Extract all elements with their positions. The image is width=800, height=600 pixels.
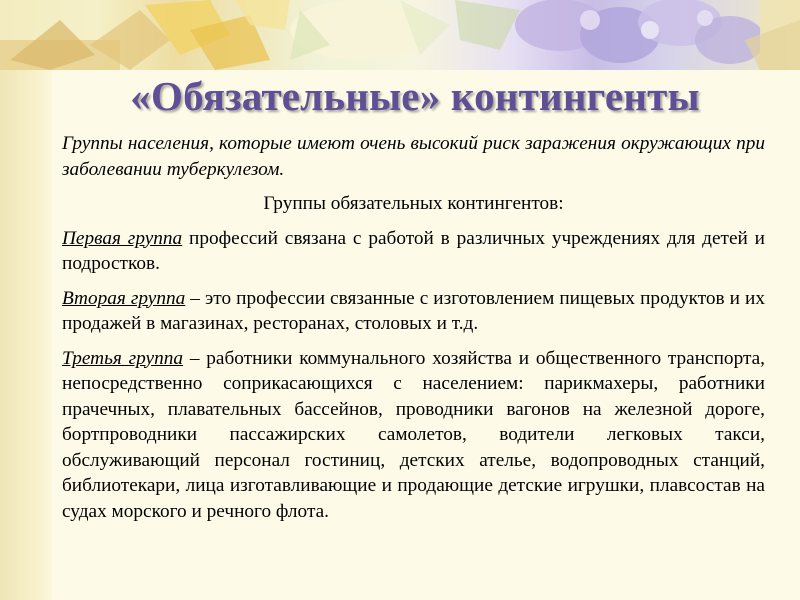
group-3-paragraph <box>62 346 765 525</box>
group-1-paragraph <box>62 226 765 277</box>
group-2-text: – это профессии связанные с изготовлением пищевых продуктов и их продажей в магазинах, ресторанах, столовых и т.д. <box>62 287 766 334</box>
group-2-lead: Вторая группа <box>62 287 186 309</box>
group-3-text: – работники коммунального хозяйства и общественного транспорта, непосредственно соприкасающихся с населением: парикмахеры, работники прачечных, плавательных бассейнов, проводники вагонов на железной дороге, бортпроводники пассажирских самолетов, водители легковых такси, обслуживающий персонал гостиниц, детских ателье, водопроводных станций, библиотекари, лица изготавливающие и продающие детские игрушки, плавсостав на судах морского и речного флота. <box>62 347 766 522</box>
groups-subtitle: Группы обязательных контингентов: <box>263 193 564 214</box>
slide-content <box>62 131 765 533</box>
group-1-lead: Первая группа <box>62 227 183 249</box>
group-1-text: профессий связана с работой в различных учреждениях для детей и подростков. <box>62 227 765 274</box>
floral-header-banner <box>0 0 800 70</box>
group-2-paragraph <box>62 286 765 337</box>
group-3-lead: Третья группа <box>62 347 184 369</box>
floral-banner-image <box>0 0 800 70</box>
slide-title: «Обязательные» контингенты <box>130 73 700 119</box>
intro-paragraph: Группы населения, которые имеют очень высокий риск заражения окружающих при заболевании туберкулезом. <box>62 133 765 180</box>
